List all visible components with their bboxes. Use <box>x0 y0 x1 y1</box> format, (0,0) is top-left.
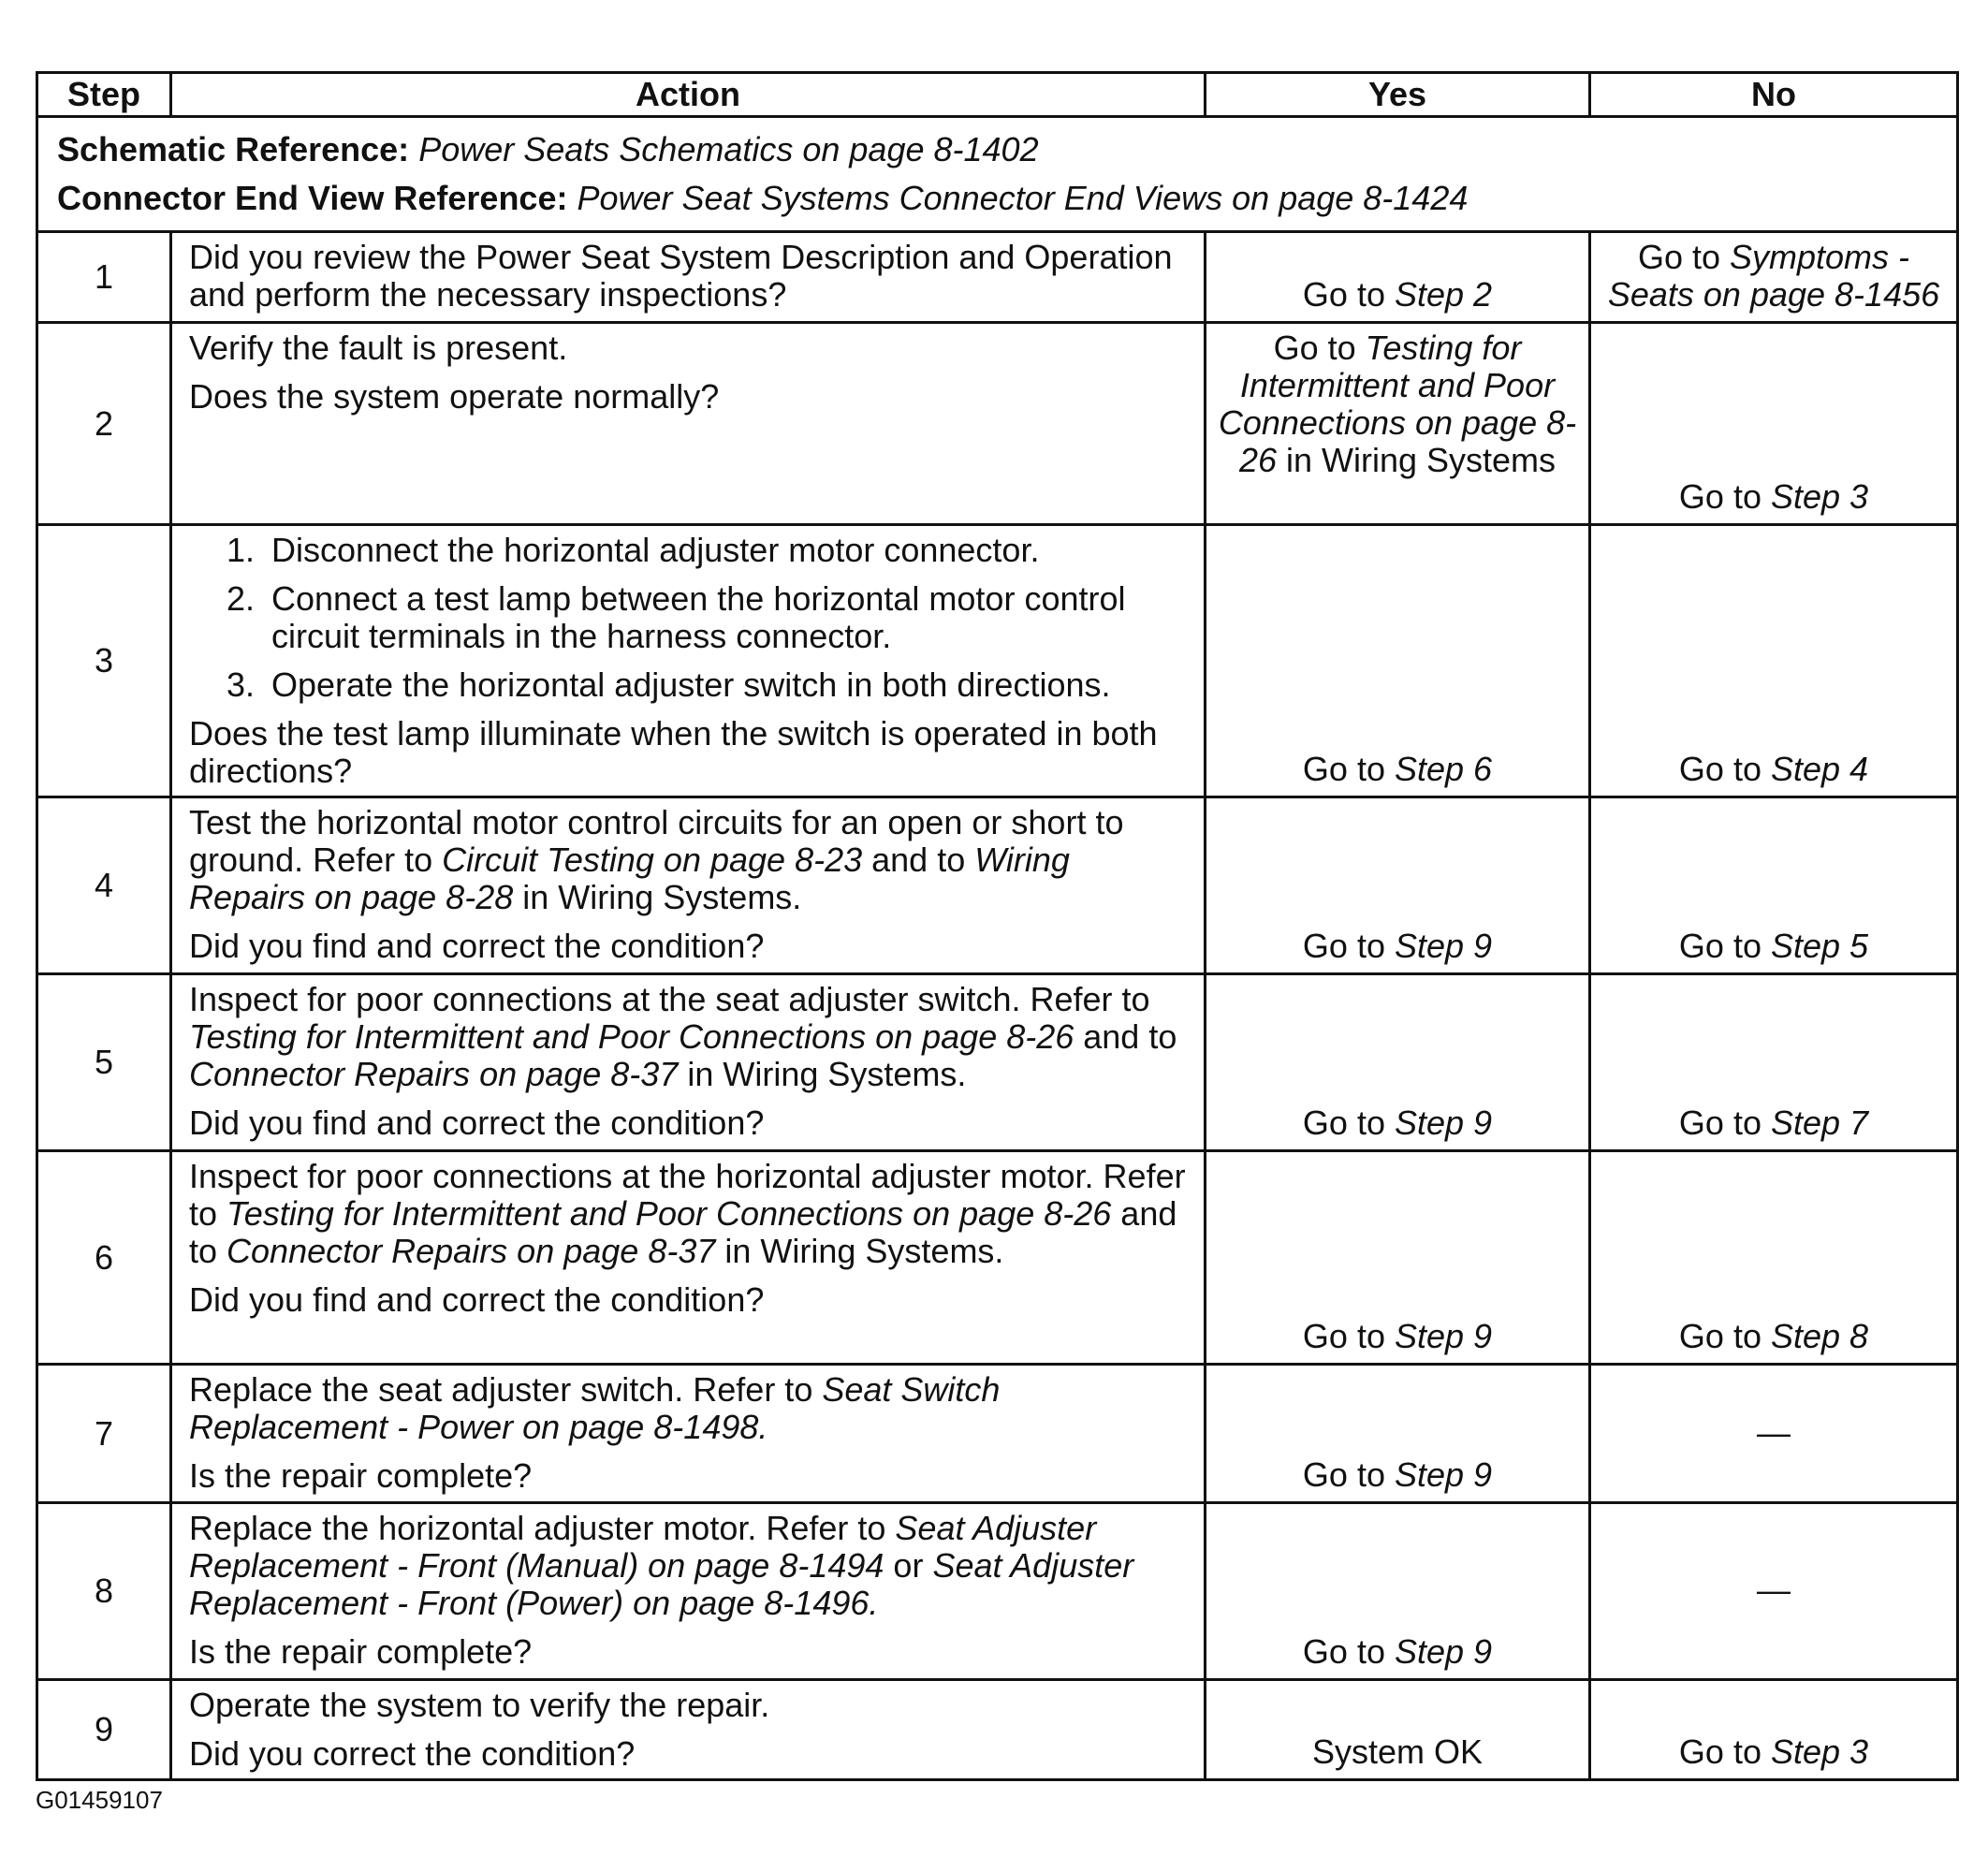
yes-target: Testing for Intermittent and Poor Connections on page 8-26 <box>1218 329 1577 479</box>
no-prefix: Go to <box>1678 927 1771 965</box>
header-step: Step <box>37 73 171 117</box>
action-text <box>189 1371 1187 1446</box>
yes-prefix: Go to <box>1302 275 1395 314</box>
action-reference: Testing for Intermittent and Poor Connections on page 8-26 <box>189 1017 1074 1056</box>
action-question: Does the system operate normally? <box>189 377 720 416</box>
step-number: 1 <box>37 232 171 323</box>
action-cell <box>171 1365 1206 1503</box>
yes-cell <box>1206 1680 1590 1780</box>
step-number: 6 <box>37 1151 171 1365</box>
yes-result: System OK <box>1311 1732 1484 1771</box>
yes-target: Step 9 <box>1394 1632 1493 1671</box>
reference-row <box>37 117 1958 232</box>
yes-prefix: Go to <box>1302 1317 1395 1355</box>
action-text <box>189 1510 1187 1622</box>
no-cell <box>1590 974 1958 1151</box>
no-target: Step 3 <box>1770 477 1869 516</box>
schematic-reference <box>57 125 1937 174</box>
reference-cell <box>37 117 1958 232</box>
connector-reference <box>57 174 1937 223</box>
action-text-part: Replace the horizontal adjuster motor. Refer to <box>189 1509 896 1547</box>
connector-reference-label: Connector End View Reference: <box>57 179 568 217</box>
no-cell <box>1590 797 1958 974</box>
step-number: 9 <box>37 1680 171 1780</box>
no-cell <box>1590 1365 1958 1503</box>
yes-target: Step 9 <box>1394 1317 1493 1355</box>
action-text: Verify the fault is present. <box>189 329 568 367</box>
action-reference: Wiring Repairs on page 8-28 <box>189 840 1070 916</box>
header-action: Action <box>171 73 1206 117</box>
yes-cell <box>1206 1151 1590 1365</box>
no-dash: — <box>1757 1412 1791 1452</box>
action-text-part: Inspect for poor connections at the horizontal adjuster motor. Refer to <box>189 1157 1186 1233</box>
step-number: 5 <box>37 974 171 1151</box>
list-item: 3. Operate the horizontal adjuster switch in both directions. <box>264 666 1187 704</box>
no-cell <box>1590 525 1958 797</box>
table-row <box>37 1365 1958 1503</box>
yes-prefix: Go to <box>1302 1104 1395 1142</box>
no-target: Step 3 <box>1770 1732 1869 1771</box>
action-cell <box>171 797 1206 974</box>
table-row <box>37 974 1958 1151</box>
header-row <box>37 73 1958 117</box>
action-text-part: or <box>884 1546 933 1585</box>
action-text-part: in Wiring Systems. <box>678 1055 967 1093</box>
header-yes: Yes <box>1206 73 1590 117</box>
action-text-part: Replace the seat adjuster switch. Refer to <box>189 1370 823 1409</box>
action-reference: Seat Adjuster Replacement - Front (Manual) on page 8-1494 <box>189 1509 1097 1585</box>
yes-target: Step 6 <box>1394 750 1493 788</box>
action-cell <box>171 525 1206 797</box>
table-row <box>37 323 1958 525</box>
action-question: Did you find and correct the condition? <box>189 927 765 965</box>
yes-cell <box>1206 1503 1590 1680</box>
yes-target: Step 9 <box>1394 927 1493 965</box>
yes-suffix: in Wiring Systems <box>1276 441 1557 479</box>
yes-target: Step 2 <box>1394 275 1493 314</box>
figure-id: G01459107 <box>36 1786 163 1814</box>
action-question: Is the repair complete? <box>189 1456 533 1495</box>
action-question: Did you correct the condition? <box>189 1734 636 1773</box>
no-target: Step 5 <box>1770 927 1869 965</box>
action-cell <box>171 1151 1206 1365</box>
yes-prefix: Go to <box>1302 927 1395 965</box>
action-text-part: in Wiring Systems. <box>715 1232 1004 1270</box>
no-dash: — <box>1757 1571 1791 1609</box>
action-cell <box>171 974 1206 1151</box>
no-cell <box>1590 1151 1958 1365</box>
step-number: 4 <box>37 797 171 974</box>
yes-prefix: Go to <box>1302 750 1395 788</box>
action-reference: Connector Repairs on page 8-37 <box>189 1055 679 1093</box>
action-question: Did you find and correct the condition? <box>189 1104 765 1142</box>
action-text-part: in Wiring Systems. <box>513 878 802 916</box>
action-question: Did you find and correct the condition? <box>189 1280 765 1319</box>
table-row <box>37 1503 1958 1680</box>
action-steps-list <box>189 532 1187 704</box>
diagnostic-table <box>36 71 1959 1781</box>
action-text-part: and to <box>862 840 975 879</box>
action-reference: Seat Switch Replacement - Power on page 8-1498. <box>189 1370 1001 1446</box>
list-item: 1. Disconnect the horizontal adjuster motor connector. <box>264 532 1187 569</box>
header-no: No <box>1590 73 1958 117</box>
action-reference: Testing for Intermittent and Poor Connections on page 8-26 <box>227 1194 1112 1233</box>
yes-cell <box>1206 232 1590 323</box>
no-prefix: Go to <box>1678 1732 1771 1771</box>
no-prefix: Go to <box>1678 750 1771 788</box>
step-number: 2 <box>37 323 171 525</box>
table-row <box>37 232 1958 323</box>
action-cell <box>171 323 1206 525</box>
connector-reference-text: Power Seat Systems Connector End Views on page 8-1424 <box>577 179 1469 217</box>
action-reference: Circuit Testing on page 8-23 <box>442 840 863 879</box>
action-cell <box>171 1503 1206 1680</box>
table-row <box>37 797 1958 974</box>
table-row <box>37 1680 1958 1780</box>
yes-target: Step 9 <box>1394 1104 1493 1142</box>
yes-cell <box>1206 525 1590 797</box>
yes-cell <box>1206 797 1590 974</box>
action-text-part: and to <box>189 1194 1177 1270</box>
no-target: Step 7 <box>1770 1104 1869 1142</box>
no-prefix: Go to <box>1637 238 1731 276</box>
yes-target: Step 9 <box>1394 1455 1493 1494</box>
action-text-part: and to <box>1074 1017 1177 1056</box>
table-row <box>37 525 1958 797</box>
schematic-reference-text: Power Seats Schematics on page 8-1402 <box>418 130 1039 168</box>
no-target: Step 8 <box>1770 1317 1869 1355</box>
no-prefix: Go to <box>1678 1104 1771 1142</box>
no-prefix: Go to <box>1678 477 1771 516</box>
step-number: 7 <box>37 1365 171 1503</box>
no-prefix: Go to <box>1678 1317 1771 1355</box>
no-cell <box>1590 1503 1958 1680</box>
no-target: Step 4 <box>1770 750 1869 788</box>
no-target: Symptoms - Seats on page 8-1456 <box>1607 238 1940 314</box>
list-item: 2. Connect a test lamp between the horizontal motor control circuit terminals in the harness connector. <box>264 580 1187 655</box>
yes-prefix: Go to <box>1302 1455 1395 1494</box>
yes-cell <box>1206 974 1590 1151</box>
action-text-part: Inspect for poor connections at the seat adjuster switch. Refer to <box>189 980 1150 1018</box>
action-cell <box>171 232 1206 323</box>
schematic-reference-label: Schematic Reference: <box>57 130 410 168</box>
action-text: Did you review the Power Seat System Description and Operation and perform the necessary inspections? <box>189 238 1173 314</box>
action-text <box>189 804 1187 916</box>
no-cell <box>1590 232 1958 323</box>
action-text: Operate the system to verify the repair. <box>189 1686 770 1724</box>
no-cell <box>1590 323 1958 525</box>
action-question: Does the test lamp illuminate when the switch is operated in both directions? <box>189 714 1158 790</box>
action-text <box>189 981 1187 1093</box>
action-text <box>189 1158 1187 1270</box>
action-reference: Connector Repairs on page 8-37 <box>227 1232 716 1270</box>
yes-prefix: Go to <box>1302 1632 1395 1671</box>
no-cell <box>1590 1680 1958 1780</box>
action-reference: Seat Adjuster Replacement - Front (Power) on page 8-1496. <box>189 1546 1134 1622</box>
action-cell <box>171 1680 1206 1780</box>
action-text-part: Test the horizontal motor control circuits for an open or short to ground. Refer to <box>189 803 1124 879</box>
yes-cell <box>1206 323 1590 525</box>
step-number: 3 <box>37 525 171 797</box>
yes-cell <box>1206 1365 1590 1503</box>
step-number: 8 <box>37 1503 171 1680</box>
action-question: Is the repair complete? <box>189 1632 533 1671</box>
table-row <box>37 1151 1958 1365</box>
yes-prefix: Go to <box>1273 329 1366 367</box>
